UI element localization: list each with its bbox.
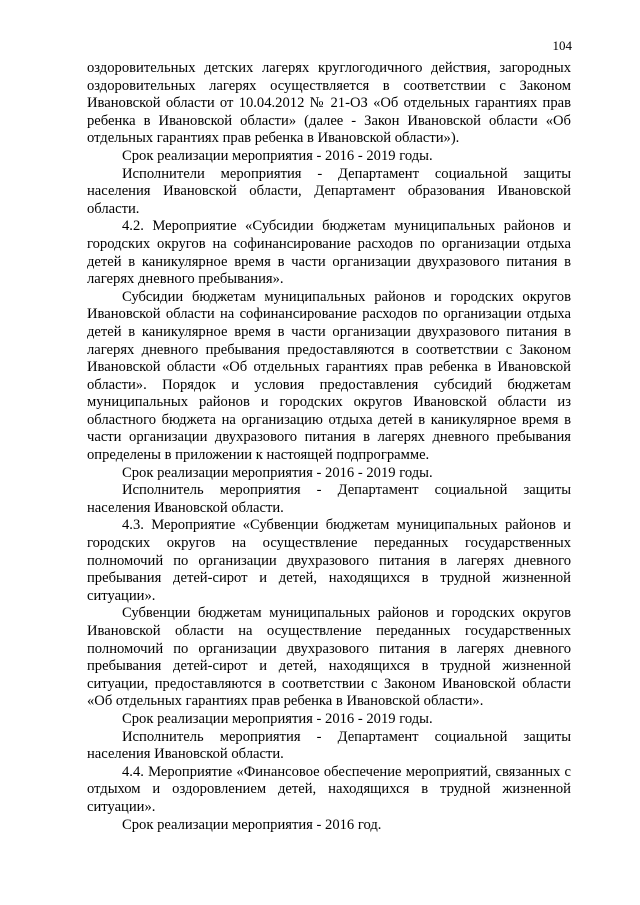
- paragraph-measure-4-3: 4.3. Мероприятие «Субвенции бюджетам муниципальных районов и городских округов на осуществление переданных государственных полномочий по организации двухразового питания в лагерях дневного пребывания детей-сирот и детей, находящихся в трудной жизненной ситуации».: [87, 517, 571, 604]
- paragraph-measure-4-4: 4.4. Мероприятие «Финансовое обеспечение мероприятий, связанных с отдыхом и оздоровлением детей, находящихся в трудной жизненной ситуации».: [87, 763, 571, 815]
- paragraph-term-3: Срок реализации мероприятия - 2016 - 2019 годы.: [122, 710, 433, 727]
- paragraph-executor-3: Исполнитель мероприятия - Департамент социальной защиты населения Ивановской области.: [87, 728, 571, 763]
- paragraph-subsidies: Субсидии бюджетам муниципальных районов и городских округов Ивановской области на софинансирование расходов по организации отдыха детей в каникулярное время в части организации двухразового питания в лагерях дневного пребывания предоставляются в соответствии с Законом Ивановской области «Об отдельных гарантиях прав ребенка в Ивановской области». Порядок и условия предоставления субсидий бюджетам муниципальных районов и городских округов Ивановской области из областного бюджета на организацию отдыха детей в каникулярное время в части организации двухразового питания в лагерях дневного пребывания определены в приложении к настоящей подпрограмме.: [87, 288, 571, 464]
- page-number: 104: [552, 38, 572, 53]
- paragraph-continuation: оздоровительных детских лагерях круглогодичного действия, загородных оздоровительных лагерях осуществляется в соответствии с Законом Ивановской области от 10.04.2012 № 21-ОЗ «Об отдельных гарантиях прав ребенка в Ивановской области» (далее - Закон Ивановской области «Об отдельных гарантиях прав ребенка в Ивановской области»).: [87, 60, 571, 147]
- document-body: [87, 60, 571, 834]
- paragraph-executor-2: Исполнитель мероприятия - Департамент социальной защиты населения Ивановской области.: [87, 482, 571, 516]
- paragraph-measure-4-2: 4.2. Мероприятие «Субсидии бюджетам муниципальных районов и городских округов на софинансирование расходов по организации отдыха детей в каникулярное время в части организации двухразового питания в лагерях дневного пребывания».: [87, 218, 571, 288]
- paragraph-subventions: Субвенции бюджетам муниципальных районов и городских округов Ивановской области на осуществление переданных государственных полномочий по организации двухразового питания в лагерях дневного пребывания детей-сирот и детей, находящихся в трудной жизненной ситуации, предоставляются в соответствии с Законом Ивановской области «Об отдельных гарантиях прав ребенка в Ивановской области».: [87, 605, 571, 710]
- paragraph-term-4: Срок реализации мероприятия - 2016 год.: [122, 816, 382, 833]
- paragraph-term-2: Срок реализации мероприятия - 2016 - 2019 годы.: [122, 464, 433, 481]
- paragraph-term-1: Срок реализации мероприятия - 2016 - 2019 годы.: [122, 147, 433, 164]
- paragraph-executors-1: Исполнители мероприятия - Департамент социальной защиты населения Ивановской области, Департамент образования Ивановской области.: [87, 165, 571, 217]
